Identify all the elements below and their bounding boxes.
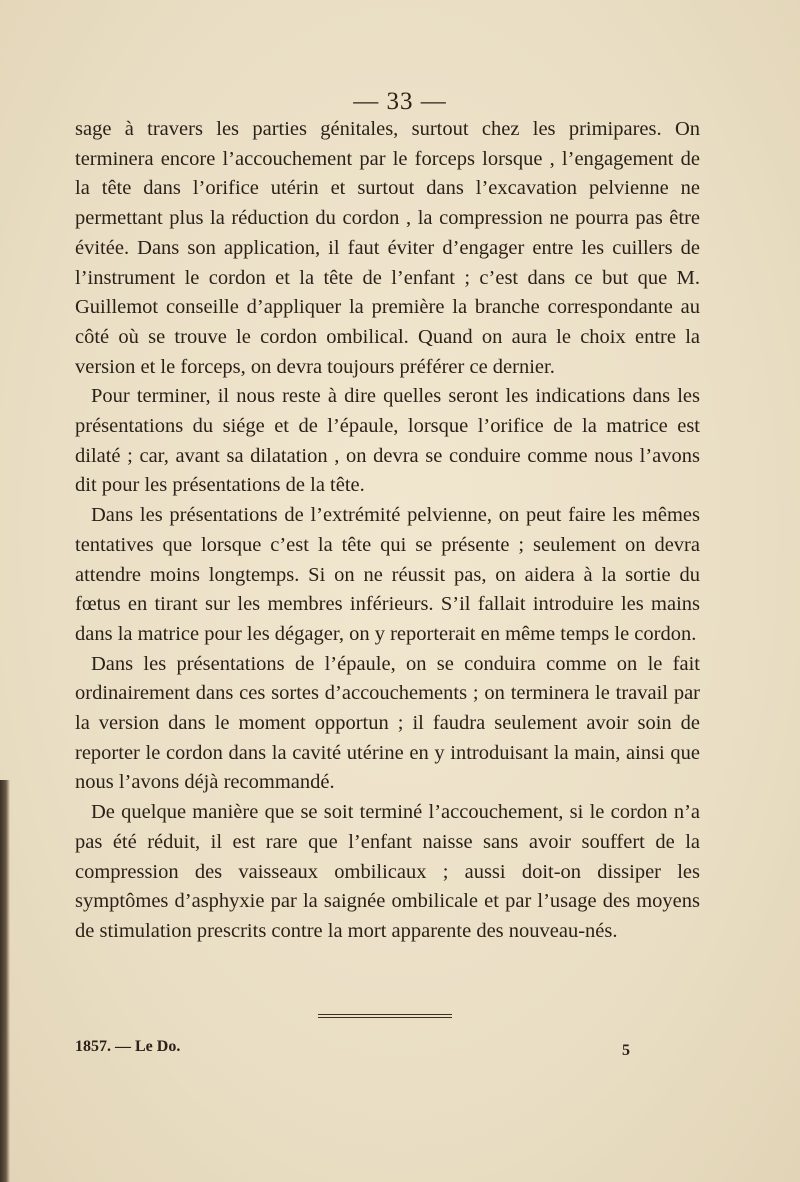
signature-number: 5 bbox=[622, 1042, 630, 1059]
page-number: — 33 — bbox=[353, 88, 447, 115]
paragraph: Dans les présentations de l’épaule, on se conduira comme on le fait ordinairement dans ces sortes d’accouchements ; on terminera le travail par la version dans le moment opportun ; il faudra seulement avoir soin de reporter le cordon dans la cavité utérine en y introduisant la main, ainsi que nous l’avons déjà recommandé. bbox=[75, 652, 700, 794]
section-divider bbox=[318, 1014, 452, 1019]
body-text bbox=[75, 115, 700, 947]
paragraph: De quelque manière que se soit terminé l’accouchement, si le cordon n’a pas été réduit, il est rare que l’enfant naisse sans avoir souffert de la compression des vaisseaux ombilicaux ; aussi doit-on dissiper les symptômes d’asphyxie par la saignée ombilicale et par l’usage des moyens de stimulation prescrits contre la mort apparente des nouveau-nés. bbox=[75, 801, 700, 942]
paragraph: Pour terminer, il nous reste à dire quelles seront les indications dans les présentations du siége et de l’épaule, lorsque l’orifice de la matrice est dilaté ; car, avant sa dilatation , on devra se conduire comme nous l’avons dit pour les présentations de la tête. bbox=[75, 385, 700, 497]
book-spine-edge bbox=[0, 780, 10, 1182]
signature-mark: 1857. — Le Do. bbox=[75, 1038, 181, 1055]
paragraph: sage à travers les parties génitales, surtout chez les primipares. On terminera encore l’accouchement par le forceps lorsque , l’engagement de la tête dans l’orifice utérin et surtout dans l’excavation pelvienne ne permettant plus la réduction du cordon , la compression ne pourra pas être évitée. Dans son application, il faut éviter d’engager entre les cuillers de l’instrument le cordon et la tête de l’enfant ; c’est dans ce but que M. Guillemot conseille d’appliquer la première la branche correspondante au côté où se trouve le cordon ombilical. Quand on aura le choix entre la version et le forceps, on devra toujours préférer ce dernier. bbox=[75, 118, 700, 378]
paragraph: Dans les présentations de l’extrémité pelvienne, on peut faire les mêmes tentatives que lorsque c’est la tête qui se présente ; seulement on devra attendre moins longtemps. Si on ne réussit pas, on aidera à la sortie du fœtus en tirant sur les membres inférieurs. S’il fallait introduire les mains dans la matrice pour les dégager, on y reporterait en même temps le cordon. bbox=[75, 504, 700, 645]
